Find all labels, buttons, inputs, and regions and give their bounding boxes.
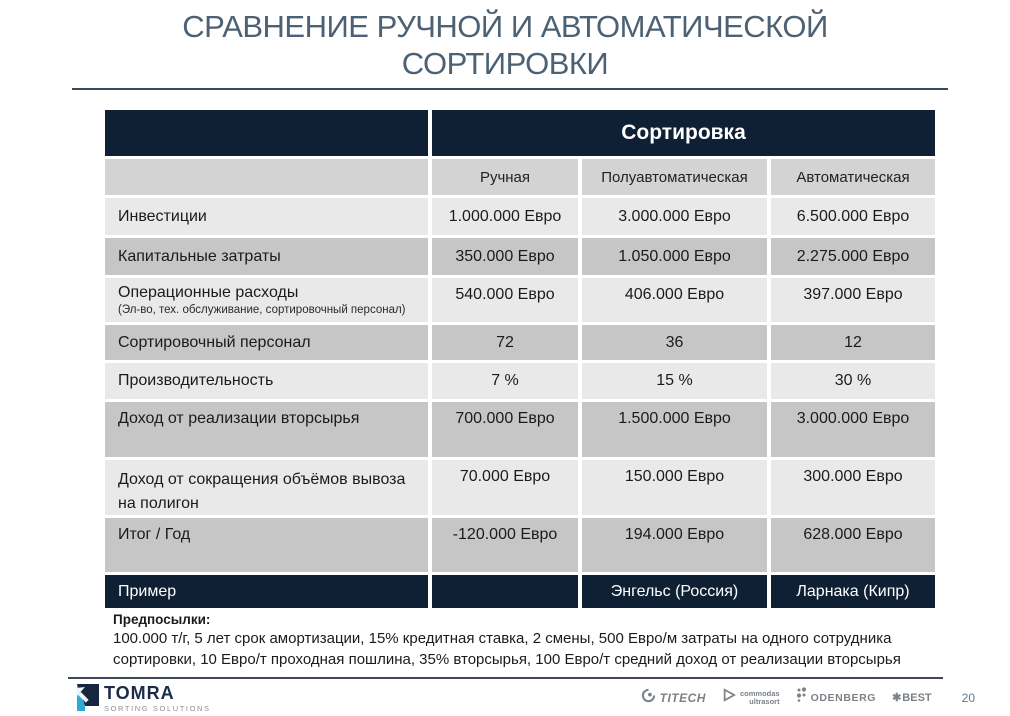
best-star-icon: ✱ xyxy=(892,692,902,704)
row-label: Капитальные затраты xyxy=(105,238,428,275)
comparison-table xyxy=(105,110,935,608)
row-label: Доход от реализации вторсырья xyxy=(105,402,428,457)
titech-logo-text: TITECH xyxy=(659,690,706,705)
ultrasort-logo-text: ultrasort xyxy=(749,696,780,706)
footer-bar xyxy=(0,683,1010,716)
assumptions-heading: Предпосылки: xyxy=(113,612,211,627)
table-cell: 1.050.000 Евро xyxy=(582,238,767,275)
table-cell: 397.000 Евро xyxy=(771,278,935,322)
example-cell-semiauto: Энгельс (Россия) xyxy=(582,575,767,608)
subheader-empty-cell xyxy=(105,159,428,195)
titech-aperture-icon xyxy=(641,688,656,708)
table-corner-cell xyxy=(105,110,428,156)
table-cell: 1.500.000 Евро xyxy=(582,402,767,457)
title-block xyxy=(0,9,1010,82)
table-cell: 300.000 Евро xyxy=(771,460,935,515)
tomra-tagline: SORTING SOLUTIONS xyxy=(104,704,211,713)
table-cell: 2.275.000 Евро xyxy=(771,238,935,275)
example-row-label: Пример xyxy=(105,575,428,608)
best-logo-text: BEST xyxy=(902,691,932,704)
table-cell: -120.000 Евро xyxy=(432,518,578,572)
page-number: 20 xyxy=(961,690,975,705)
table-cell: 406.000 Евро xyxy=(582,278,767,322)
best-logo xyxy=(892,691,932,704)
table-cell: 1.000.000 Евро xyxy=(432,198,578,235)
tomra-logo-text: TOMRA xyxy=(104,683,175,703)
example-cell-manual xyxy=(432,575,578,608)
table-cell: 72 xyxy=(432,325,578,360)
odenberg-logo-text: ODENBERG xyxy=(810,691,877,704)
row-label: Итог / Год xyxy=(105,518,428,572)
table-cell: 700.000 Евро xyxy=(432,402,578,457)
row-label-group xyxy=(105,278,428,322)
titech-logo xyxy=(641,688,706,708)
tomra-logo-icon xyxy=(72,684,99,716)
example-cell-auto: Ларнака (Кипр) xyxy=(771,575,935,608)
tomra-logo xyxy=(72,684,211,716)
table-cell: 194.000 Евро xyxy=(582,518,767,572)
row-label: Производительность xyxy=(105,363,428,399)
commodas-ultrasort-logo xyxy=(722,688,780,707)
table-cell: 6.500.000 Евро xyxy=(771,198,935,235)
table-group-header: Сортировка xyxy=(432,110,935,156)
partner-logos xyxy=(641,687,975,708)
table-cell: 150.000 Евро xyxy=(582,460,767,515)
table-cell: 70.000 Евро xyxy=(432,460,578,515)
commodas-triangle-icon xyxy=(722,688,736,707)
table-cell: 540.000 Евро xyxy=(432,278,578,322)
row-sublabel: (Эл-во, тех. обслуживание, сортировочный персонал) xyxy=(118,303,406,316)
table-cell: 3.000.000 Евро xyxy=(771,402,935,457)
page-title: СРАВНЕНИЕ РУЧНОЙ И АВТОМАТИЧЕСКОЙ СОРТИРОВКИ xyxy=(182,9,828,81)
table-cell: 12 xyxy=(771,325,935,360)
table-cell: 628.000 Евро xyxy=(771,518,935,572)
assumptions-block xyxy=(113,612,918,671)
row-label: Сортировочный персонал xyxy=(105,325,428,360)
odenberg-dots-icon xyxy=(796,687,807,708)
table-cell: 350.000 Евро xyxy=(432,238,578,275)
assumptions-text: 100.000 т/г, 5 лет срок амортизации, 15% кредитная ставка, 2 смены, 500 Евро/м затраты на одного сотрудника сортировки, 10 Евро/т проходная пошлина, 35% вторсырья, 100 Евро/т средний доход от реализации вторсырья xyxy=(113,630,901,669)
title-divider xyxy=(72,88,948,90)
row-label: Доход от сокращения объёмов вывоза на полигон xyxy=(105,460,428,515)
footer-divider xyxy=(68,677,943,679)
table-cell: 30 % xyxy=(771,363,935,399)
column-header-manual: Ручная xyxy=(432,159,578,195)
table-cell: 36 xyxy=(582,325,767,360)
commodas-logo-text: commodas xyxy=(739,688,780,698)
column-header-semiauto: Полуавтоматическая xyxy=(582,159,767,195)
row-label: Инвестиции xyxy=(105,198,428,235)
odenberg-logo xyxy=(796,687,876,708)
table-cell: 7 % xyxy=(432,363,578,399)
table-cell: 3.000.000 Евро xyxy=(582,198,767,235)
row-label: Операционные расходы xyxy=(118,283,299,301)
column-header-auto: Автоматическая xyxy=(771,159,935,195)
table-cell: 15 % xyxy=(582,363,767,399)
